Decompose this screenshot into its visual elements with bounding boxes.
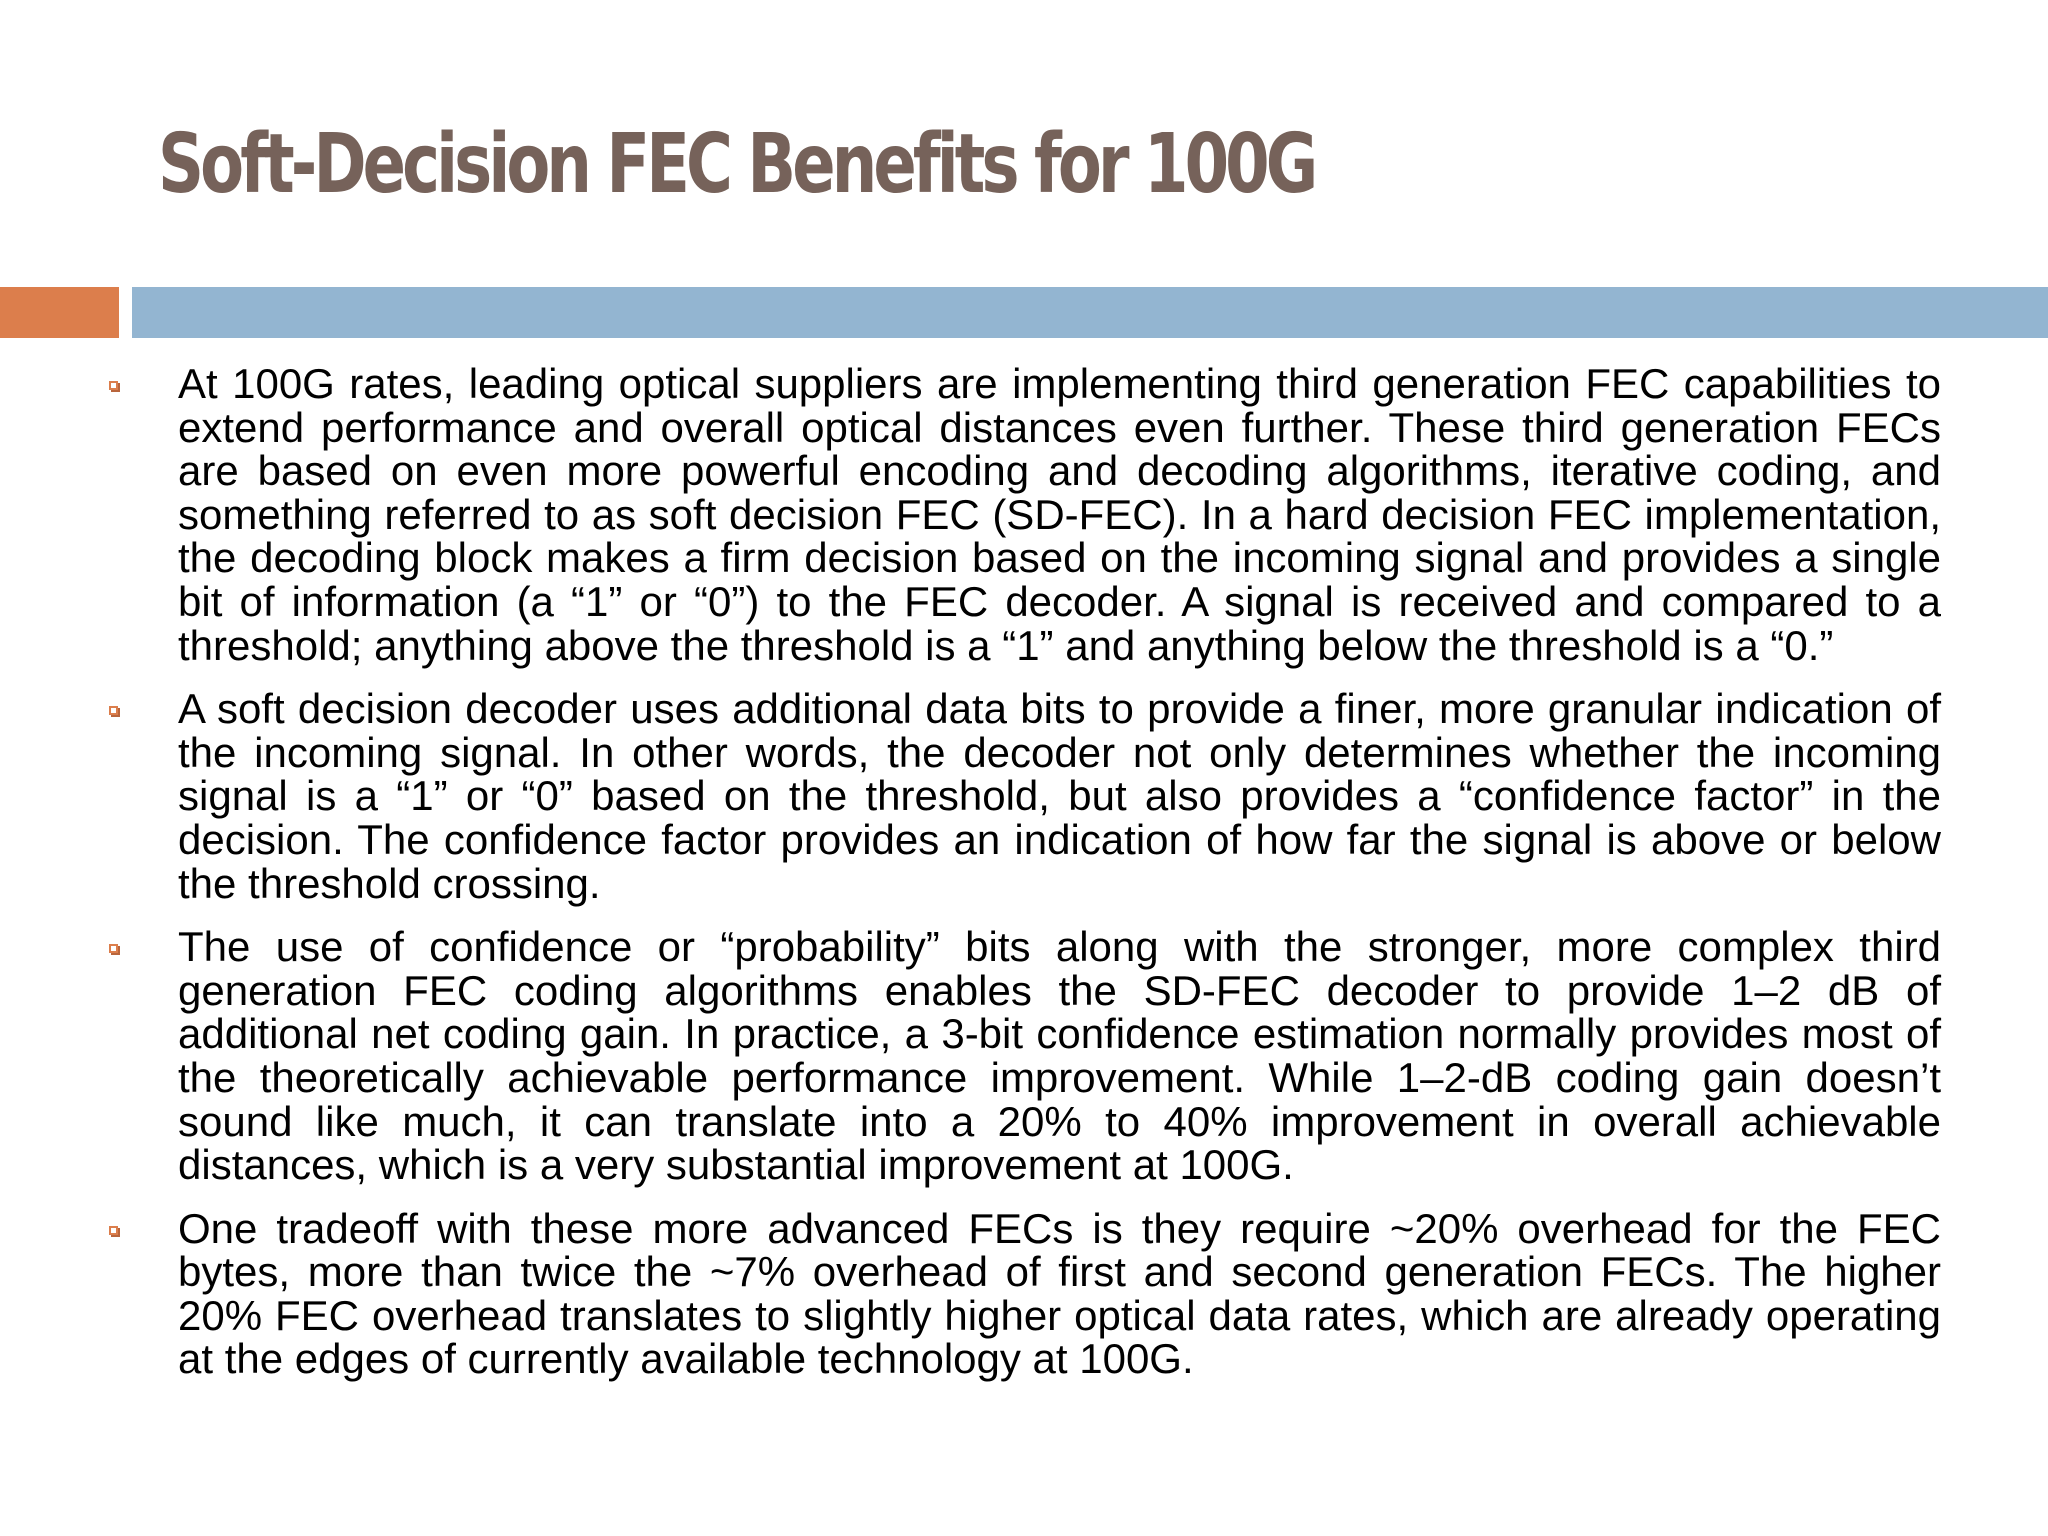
bullet-item-3 xyxy=(0,925,1941,1187)
slide-title: Soft-Decision FEC Benefits for 100G xyxy=(158,117,1315,212)
bullet-item-2 xyxy=(0,687,1941,905)
accent-bar-orange xyxy=(0,287,119,338)
bullet-text: The use of confidence or “probability” bits along with the stronger, more complex third generation FEC coding algorithms enables the SD-FEC decoder to provide 1–2 dB of additional net coding gain. In practice, a 3-bit confidence estimation normally provides most of the theoretically achievable performance improvement. While 1–2-dB coding gain doesn’t sound like much, it can translate into a 20% to 40% improvement in overall achievable distances, which is a very substantial improvement at 100G. xyxy=(178,923,1941,1189)
bullet-text: A soft decision decoder uses additional data bits to provide a finer, more granular indication of the incoming signal. In other words, the decoder not only determines whether the incoming signal is a “1” or “0” based on the threshold, but also provides a “confidence factor” in the decision. The confidence factor provides an indication of how far the signal is above or below the threshold crossing. xyxy=(178,685,1941,907)
square-bullet-icon xyxy=(109,1226,118,1235)
bullet-item-1 xyxy=(0,362,1941,667)
square-bullet-icon xyxy=(109,944,118,953)
bullet-text: One tradeoff with these more advanced FECs is they require ~20% overhead for the FEC bytes, more than twice the ~7% overhead of first and second generation FECs. The higher 20% FEC overhead translates to slightly higher optical data rates, which are already operating at the edges of currently available technology at 100G. xyxy=(178,1204,1941,1383)
accent-bar-blue xyxy=(132,287,2048,338)
square-bullet-icon xyxy=(109,381,118,390)
bullet-item-4 xyxy=(0,1204,1941,1383)
bullet-text: At 100G rates, leading optical suppliers are implementing third generation FEC capabilities to extend performance and overall optical distances even further. These third generation FECs are based on even more powerful encoding and decoding algorithms, iterative coding, and something referred to as soft decision FEC (SD-FEC). In a hard decision FEC implementation, the decoding block makes a firm decision based on the incoming signal and provides a single bit of information (a “1” or “0”) to the FEC decoder. A signal is received and compared to a threshold; anything above the threshold is a “1” and anything below the threshold is a “0.” xyxy=(178,360,1941,669)
square-bullet-icon xyxy=(109,706,118,715)
bullet-list xyxy=(0,362,2048,1401)
